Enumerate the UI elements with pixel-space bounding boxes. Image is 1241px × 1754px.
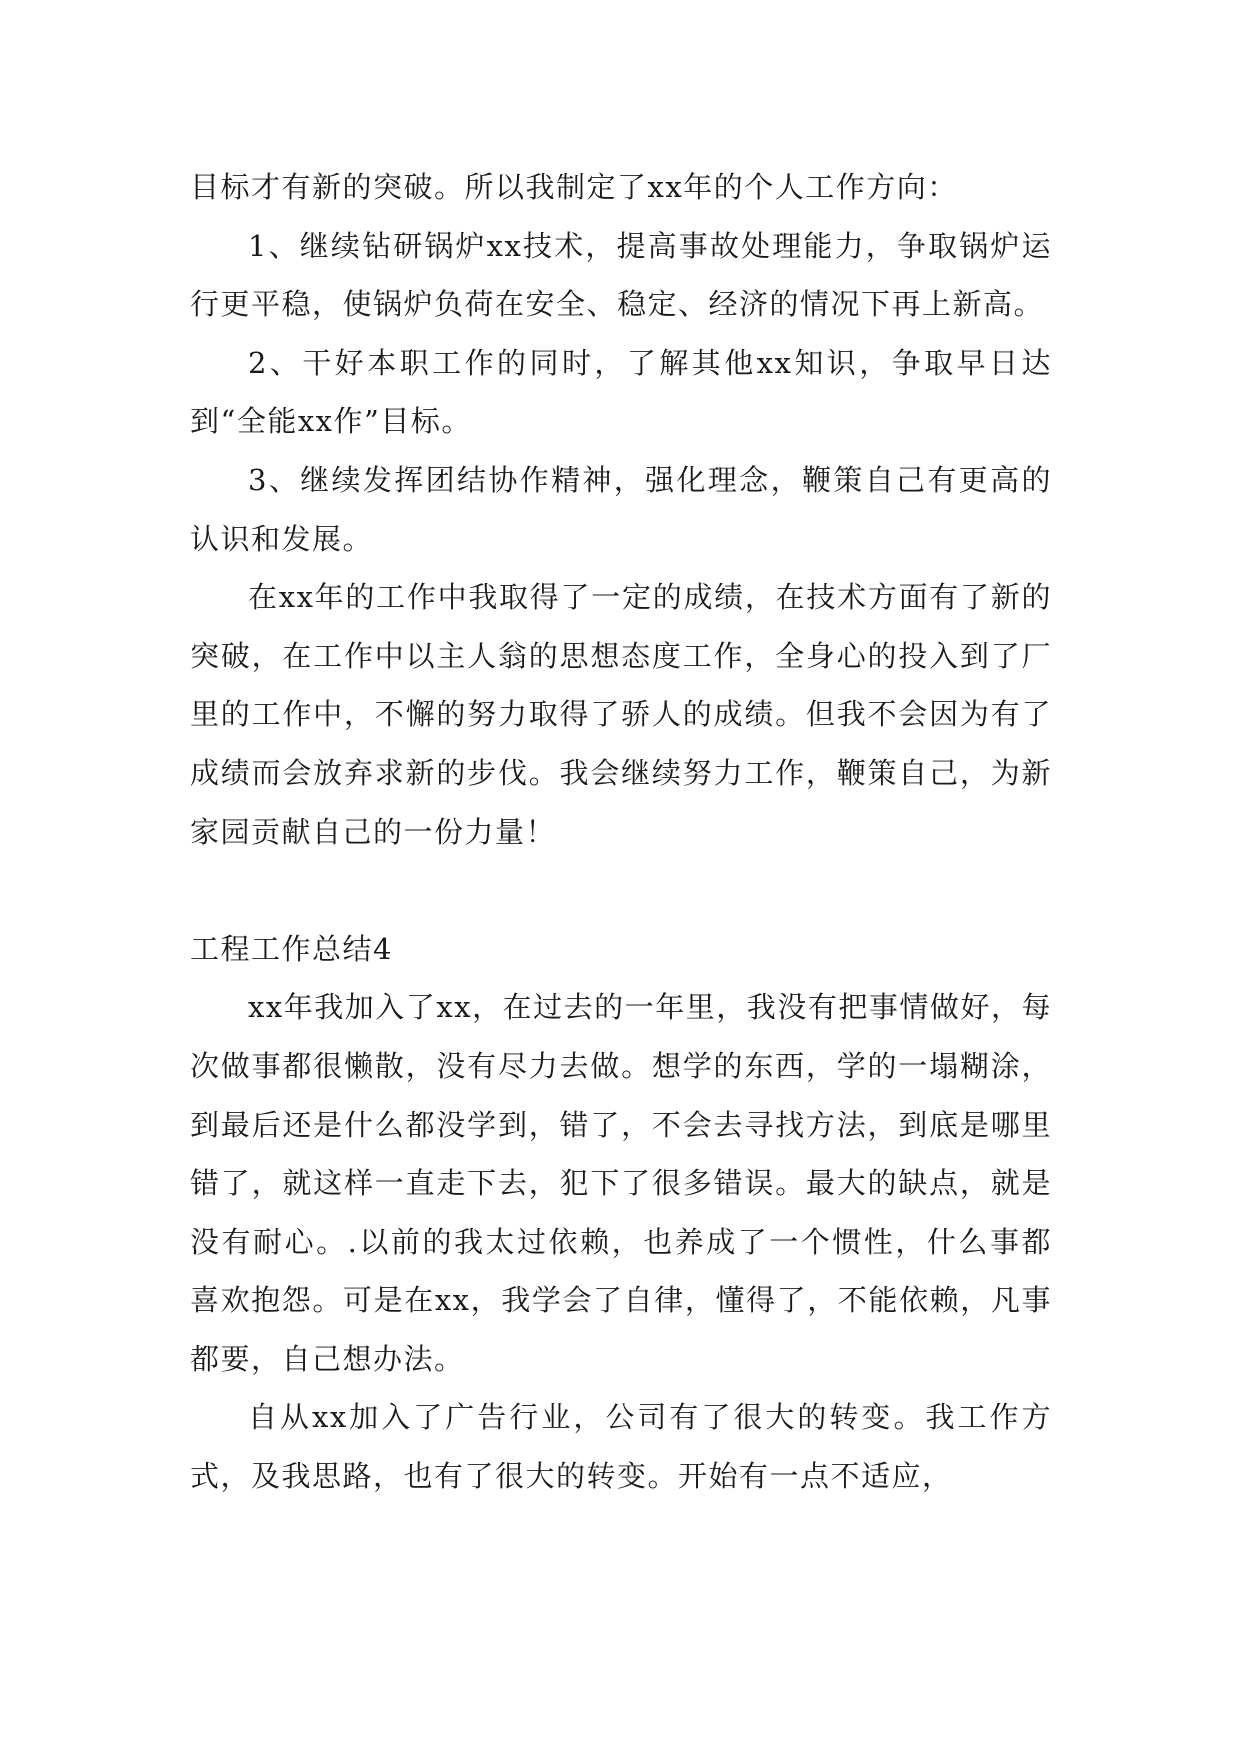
section-paragraph-2: 自从xx加入了广告行业，公司有了很大的转变。我工作方式，及我思路，也有了很大的转变。开始有一点不适应， [190,1400,1052,1494]
lead-line: 目标才有新的突破。所以我制定了xx年的个人工作方向： [190,170,958,204]
plan-item-1: 1、继续钻研锅炉xx技术，提高事故处理能力，争取锅炉运行更平稳，使锅炉负荷在安全、稳定、经济的情况下再上新高。 [190,228,1052,322]
plan-item-3: 3、继续发挥团结协作精神，强化理念，鞭策自己有更高的认识和发展。 [190,462,1052,556]
section-heading: 工程工作总结4 [190,931,393,966]
document-body [190,158,1052,1506]
closing-paragraph: 在xx年的工作中我取得了一定的成绩，在技术方面有了新的突破，在工作中以主人翁的思想态度工作，全身心的投入到了厂里的工作中，不懈的努力取得了骄人的成绩。但我不会因为有了成绩而会放弃求新的步伐。我会继续努力工作，鞭策自己，为新家园贡献自己的一份力量！ [190,580,1052,849]
plan-item-2: 2、干好本职工作的同时，了解其他xx知识，争取早日达到“全能xx作”目标。 [190,345,1052,439]
section-paragraph-1: xx年我加入了xx，在过去的一年里，我没有把事情做好，每次做事都很懒散，没有尽力去做。想学的东西，学的一塌糊涂，到最后还是什么都没学到，错了，不会去寻找方法，到底是哪里错了，就这样一直走下去，犯下了很多错误。最大的缺点，就是没有耐心。.以前的我太过依赖，也养成了一个惯性，什么事都喜欢抱怨。可是在xx，我学会了自律，懂得了，不能依赖，凡事都要，自己想办法。 [190,990,1052,1376]
